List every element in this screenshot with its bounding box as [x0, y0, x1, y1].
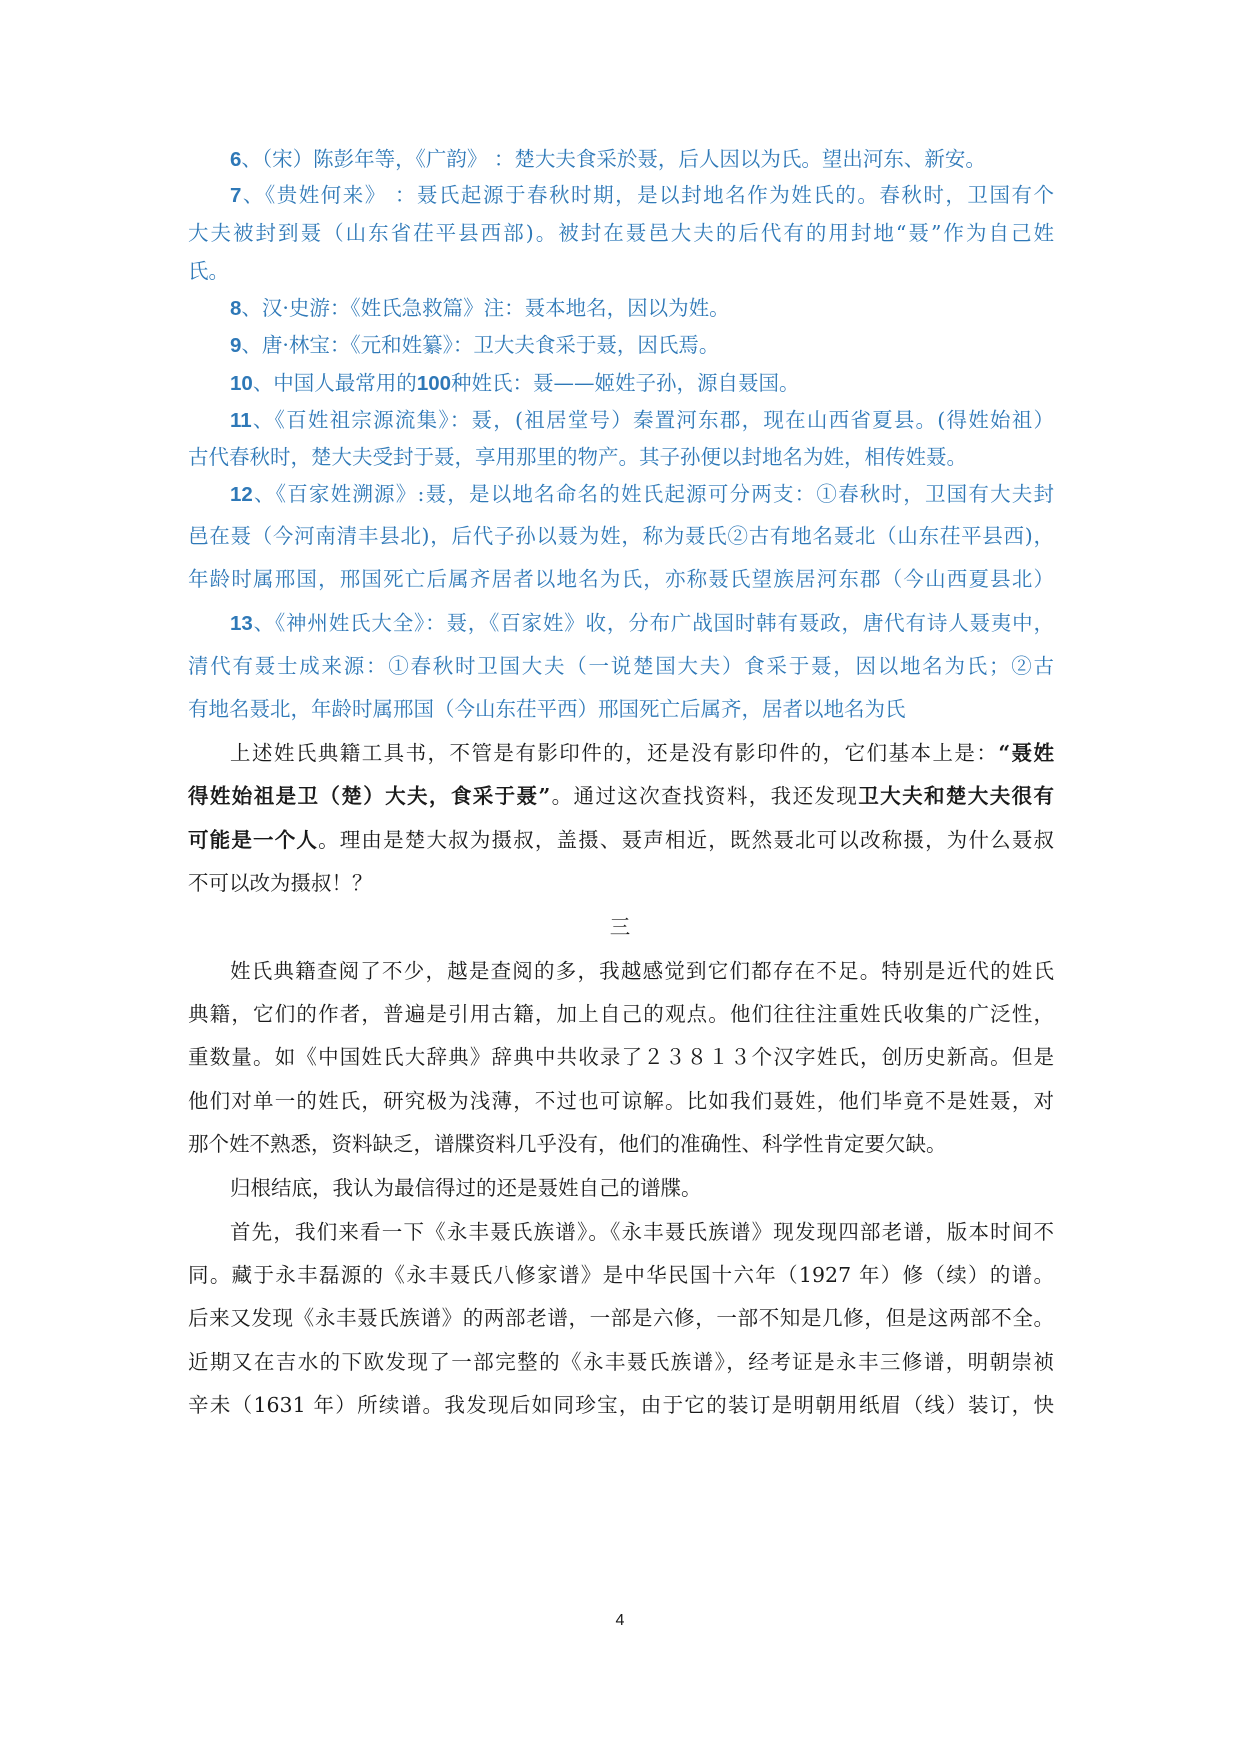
summary-text: 上述姓氏典籍工具书，不管是有影印件的，还是没有影印件的，它们基本上是：: [230, 741, 999, 765]
entry-text: 、（宋）陈彭年等，《广韵》 ：楚大夫食采於聂，后人因以为氏。望出河东、新安。: [241, 147, 986, 171]
entry-number: 12: [230, 483, 253, 506]
para3-line-1: 首先，我们来看一下《永丰聂氏族谱》。《永丰聂氏族谱》现发现四部老谱，版本时间不: [230, 1220, 1054, 1244]
para1-line-4: 他们对单一的姓氏，研究极为浅薄，不过也可谅解。比如我们聂姓，他们毕竟不是姓聂，对: [188, 1089, 1054, 1113]
entry-13-line-2: 清代有聂士成来源：①春秋时卫国大夫（一说楚国大夫）食采于聂，因以地名为氏；②古: [188, 654, 1054, 678]
entry-12-line-2: 邑在聂（今河南清丰县北)，后代子孙以聂为姓，称为聂氏②古有地名聂北（山东茌平县西)，: [188, 524, 1054, 548]
entry-6: [230, 144, 1054, 175]
entry-number: 8: [230, 297, 242, 320]
entry-7-line-2: 大夫被封到聂（山东省茌平县西部)。被封在聂邑大夫的后代有的用封地“聂”作为自己姓: [188, 221, 1054, 245]
entry-13-line-3: 有地名聂北，年龄时属邢国（今山东茌平西）邢国死亡后属齐，居者以地名为氏: [188, 697, 906, 721]
para1-line-2: 典籍，它们的作者，普遍是引用古籍，加上自己的观点。他们往往注重姓氏收集的广泛性，: [188, 1002, 1054, 1026]
summary-text: 。通过这次查找资料，我还发现: [550, 784, 859, 808]
para3-line-3: 后来又发现《永丰聂氏族谱》的两部老谱，一部是六修，一部不知是几修，但是这两部不全。: [188, 1306, 1054, 1330]
summary-text: 。理由是楚大叔为摄叔，盖摄、聂声相近，既然聂北可以改称摄，为什么聂叔: [318, 828, 1054, 852]
entry-8: [230, 293, 1054, 324]
entry-13: [230, 608, 1054, 639]
entry-text: 、唐·林宝：《元和姓纂》：卫大夫食采于聂，因氏焉。: [241, 333, 720, 357]
entry-number: 10: [230, 372, 253, 395]
summary-line-2: [188, 781, 1054, 811]
entry-text-b: 种姓氏：聂——姬姓子孙，源自聂国。: [451, 371, 800, 395]
entry-text: 、《神州姓氏大全》：聂，《百家姓》收，分布广战国时韩有聂政，唐代有诗人聂夷中，: [252, 611, 1054, 635]
entry-10: [230, 368, 1054, 399]
entry-12-line-3: 年龄时属邢国，邢国死亡后属齐居者以地名为氏，亦称聂氏望族居河东郡（今山西夏县北）: [188, 567, 1054, 591]
entry-text-a: 、中国人最常用的: [252, 371, 417, 395]
entry-number: 6: [230, 148, 242, 171]
para2-line-1: 归根结底，我认为最信得过的还是聂姓自己的谱牒。: [230, 1176, 702, 1200]
summary-line-3: [188, 825, 1054, 855]
para3-line-5: 辛未（1631 年）所续谱。我发现后如同珍宝，由于它的装订是明朝用纸眉（线）装订，快: [188, 1393, 1054, 1417]
entry-7-line-3: 氏。: [188, 259, 229, 283]
para1-line-1: 姓氏典籍查阅了不少，越是查阅的多，我越感觉到它们都存在不足。特别是近代的姓氏: [230, 959, 1054, 983]
entry-text: 、汉·史游：《姓氏急救篇》注：聂本地名，因以为姓。: [241, 296, 730, 320]
para1-line-3: 重数量。如《中国姓氏大辞典》辞典中共收录了２３８１３个汉字姓氏，创历史新高。但是: [188, 1045, 1054, 1069]
summary-bold: 可能是一个人: [188, 828, 319, 852]
entry-number: 13: [230, 612, 253, 635]
summary-bold: 卫大夫和楚大夫很有: [858, 784, 1055, 808]
para3-line-4: 近期又在吉水的下欧发现了一部完整的《永丰聂氏族谱》，经考证是永丰三修谱，明朝崇祯: [188, 1350, 1054, 1374]
summary-bold: 得姓始祖是卫（楚）大夫，食采于聂”: [188, 784, 551, 808]
entry-text: 、《百家姓溯源》:聂，是以地名命名的姓氏起源可分两支：①春秋时，卫国有大夫封: [252, 482, 1054, 506]
entry-number: 7: [230, 184, 242, 207]
summary-bold: “聂姓: [998, 741, 1055, 765]
entry-11-line-2: 古代春秋时，楚大夫受封于聂，享用那里的物产。其子孙便以封地名为姓，相传姓聂。: [188, 445, 967, 469]
summary-line-4: 不可以改为摄叔！？: [188, 871, 373, 895]
para3-line-2: 同。藏于永丰磊源的《永丰聂氏八修家谱》是中华民国十六年（1927 年）修（续）的谱。: [188, 1263, 1054, 1287]
entry-9: [230, 330, 1054, 361]
entry-11: [230, 405, 1054, 436]
entry-7: [230, 180, 1054, 211]
summary-line-1: [230, 738, 1054, 768]
entry-12: [230, 479, 1054, 510]
entry-text: 、《贵姓何来》 ：聂氏起源于春秋时期，是以封地名作为姓氏的。春秋时，卫国有个: [241, 183, 1054, 207]
entry-hundred: 100: [416, 372, 452, 395]
page-number: 4: [615, 1612, 625, 1629]
para1-line-5: 那个姓不熟悉，资料缺乏，谱牒资料几乎没有，他们的准确性、科学性肯定要欠缺。: [188, 1132, 947, 1156]
entry-number: 11: [230, 409, 252, 432]
entry-text: 、《百姓祖宗源流集》：聂，(祖居堂号）秦置河东郡，现在山西省夏县。(得姓始祖）: [251, 408, 1054, 432]
entry-number: 9: [230, 334, 242, 357]
section-heading: 三: [609, 915, 631, 939]
